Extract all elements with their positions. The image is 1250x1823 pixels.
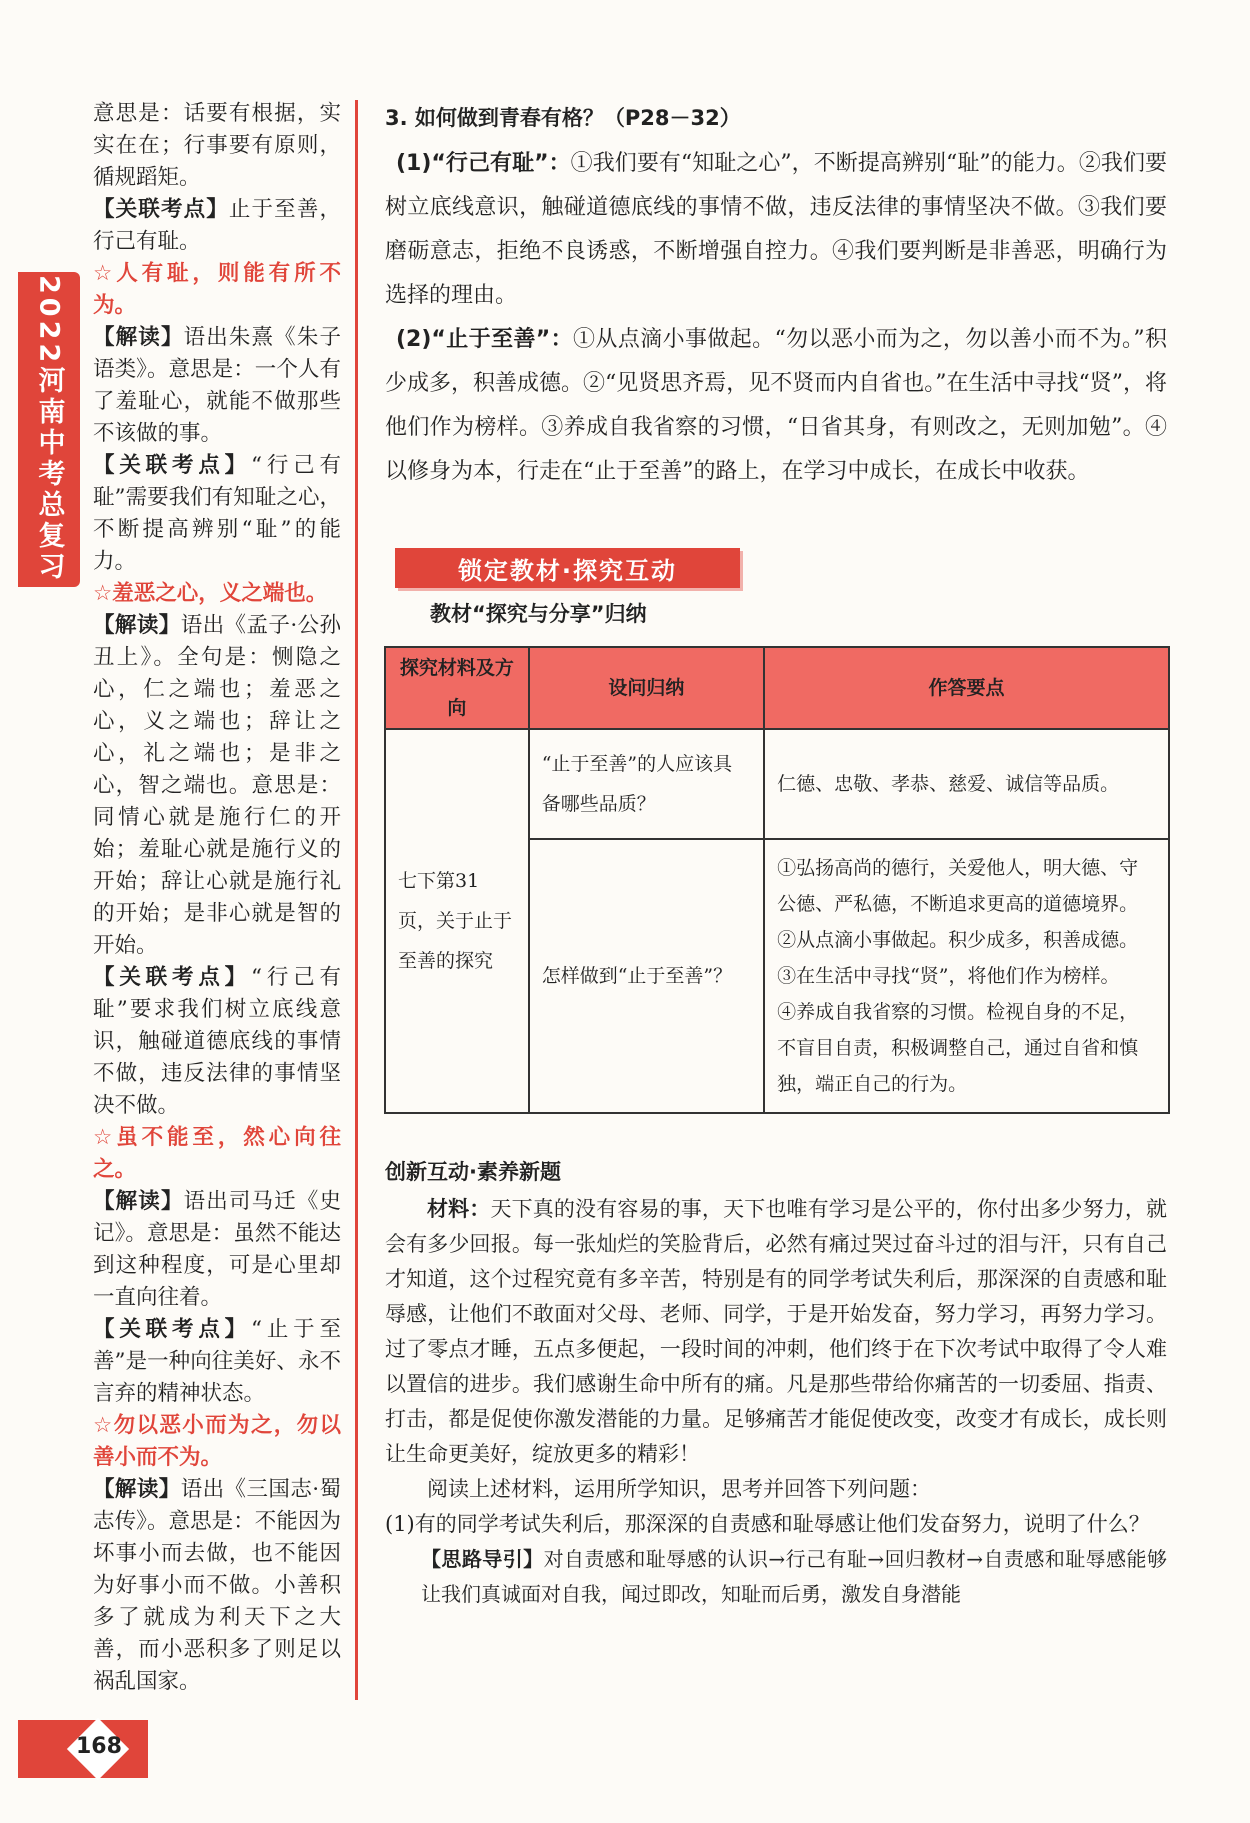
left-sidebar (93, 98, 341, 1698)
section-title: 创新互动·素养新题 (385, 1160, 561, 1184)
table-row (385, 729, 1169, 839)
instruction: 阅读上述材料，运用所学知识，思考并回答下列问题： (427, 1477, 931, 1501)
material-paragraph: 材料：天下真的没有容易的事，天下也唯有学习是公平的，你付出多少努力，就会有多少回报。每一张灿烂的笑脸背后，必然有痛过哭过奋斗过的泪与汗，只有自己才知道，这个过程究竟有多辛苦，特别是有的同学考试失利后，那深深的自责感和耻辱感，让他们不敢面对父母、老师、同学，于是开始发奋，努力学习，再努力学习。过了零点才睡，五点多便起，一段时间的冲刺，他们终于在下次考试中取得了令人难以置信的进步。我们感谢生命中所有的痛。凡是那些带给你痛苦的一切委屈、指责、打击，都是促使你激发潜能的力量。足够痛苦才能促使改变，改变才有成长，成长则让生命更美好，绽放更多的精彩！ (385, 1197, 1168, 1466)
answer-paragraph: (2)“止于至善”：①从点滴小事做起。“勿以恶小而为之，勿以善小而不为。”积少成多，积善成德。②“见贤思齐焉，见不贤而内自省也。”在生活中寻找“贤”，将他们作为榜样。③养成自我省察的习惯，“日省其身，有则改之，无则加勉”。④以修身为本，行走在“止于至善”的路上，在学习中成长，在成长中收获。 (385, 327, 1167, 484)
page-number-badge (18, 1720, 148, 1778)
table-title: 教材“探究与分享”归纳 (430, 602, 647, 626)
table-header-row (385, 647, 1169, 729)
thinking-guide: 【思路导引】对自责感和耻辱感的认识→行己有耻→回归教材→自责感和耻辱感能够让我们真诚面对自我，闻过即改，知耻而后勇，激发自身潜能 (421, 1547, 1167, 1606)
section-banner: 锁定教材·探究互动 (395, 548, 740, 588)
column-header: 探究材料及方向 (385, 647, 529, 729)
column-header: 设问归纳 (529, 647, 764, 729)
question-cell: “止于至善”的人应该具备哪些品质？ (529, 729, 764, 839)
column-divider (355, 100, 358, 1700)
answer-paragraph: (1)“行己有耻”：①我们要有“知耻之心”，不断提高辨别“耻”的能力。②我们要树立底线意识，触碰道德底线的事情不做，违反法律的事情坚决不做。③我们要磨砺意志，拒绝不良诱惑，不断增强自控力。④我们要判断是非善恶，明确行为选择的理由。 (385, 151, 1167, 308)
quote-heading: ☆勿以恶小而为之，勿以善小而不为。 (93, 1413, 341, 1470)
quote-heading: ☆人有耻，则能有所不为。 (93, 261, 341, 318)
related-point: 【关联考点】“行己有耻”要求我们树立底线意识，触碰道德底线的事情不做，违反法律的事情坚决不做。 (93, 965, 341, 1118)
answer-cell: ①弘扬高尚的德行，关爱他人，明大德、守公德、严私德，不断追求更高的道德境界。 ②从点滴小事做起。积少成多，积善成德。 ③在生活中寻找“贤”，将他们作为榜样。 ④养成自我省察的习惯。检视自身的不足，不盲目自责，积极调整自己，通过自省和慎独，端正自己的行为。 (764, 839, 1169, 1113)
question: (1)有的同学考试失利后，那深深的自责感和耻辱感让他们发奋努力，说明了什么？ (385, 1512, 1150, 1536)
innovation-section (385, 1152, 1167, 1612)
interpretation: 【解读】语出《孟子·公孙丑上》。全句是：恻隐之心，仁之端也；羞恶之心，义之端也；辞让之心，礼之端也；是非之心，智之端也。意思是：同情心就是施行仁的开始；羞耻心就是施行义的开始；辞让心就是施行礼的开始；是非心就是智的开始。 (93, 613, 341, 958)
material-cell: 七下第31页，关于止于至善的探究 (385, 729, 529, 1113)
related-point: 【关联考点】止于至善，行己有耻。 (93, 197, 341, 254)
related-point: 【关联考点】“行己有耻”需要我们有知耻之心，不断提高辨别“耻”的能力。 (93, 453, 341, 574)
quote-heading: ☆羞恶之心，义之端也。 (93, 581, 328, 606)
question-cell: 怎样做到“止于至善”？ (529, 839, 764, 1113)
interpretation: 【解读】语出《三国志·蜀志传》。意思是：不能因为坏事小而去做，也不能因为好事小而不做。小善积多了就成为利天下之大善，而小恶积多了则足以祸乱国家。 (93, 1477, 341, 1694)
interpretation: 【解读】语出司马迁《史记》。意思是：虽然不能达到这种程度，可是心里却一直向往着。 (93, 1189, 341, 1310)
related-point-label: 【关联考点】 (93, 197, 229, 222)
explore-table (384, 646, 1170, 1114)
column-header: 作答要点 (764, 647, 1169, 729)
quote-heading: ☆虽不能至，然心向往之。 (93, 1125, 341, 1182)
interpretation: 【解读】语出朱熹《朱子语类》。意思是：一个人有了羞耻心，就能不做那些不该做的事。 (93, 325, 341, 446)
main-content (385, 100, 1167, 494)
side-tab (18, 272, 80, 587)
related-point: 【关联考点】“止于至善”是一种向往美好、永不言弃的精神状态。 (93, 1317, 341, 1406)
answer-cell: 仁德、忠敬、孝恭、慈爱、诚信等品质。 (764, 729, 1169, 839)
question-title: 3. 如何做到青春有格？（P28－32） (385, 106, 741, 130)
side-tab-label: 2022河南中考总复习 (33, 275, 65, 584)
page-number: 168 (76, 1734, 122, 1759)
left-paragraph: 意思是：话要有根据，实实在在；行事要有原则，循规蹈矩。 (93, 101, 341, 190)
